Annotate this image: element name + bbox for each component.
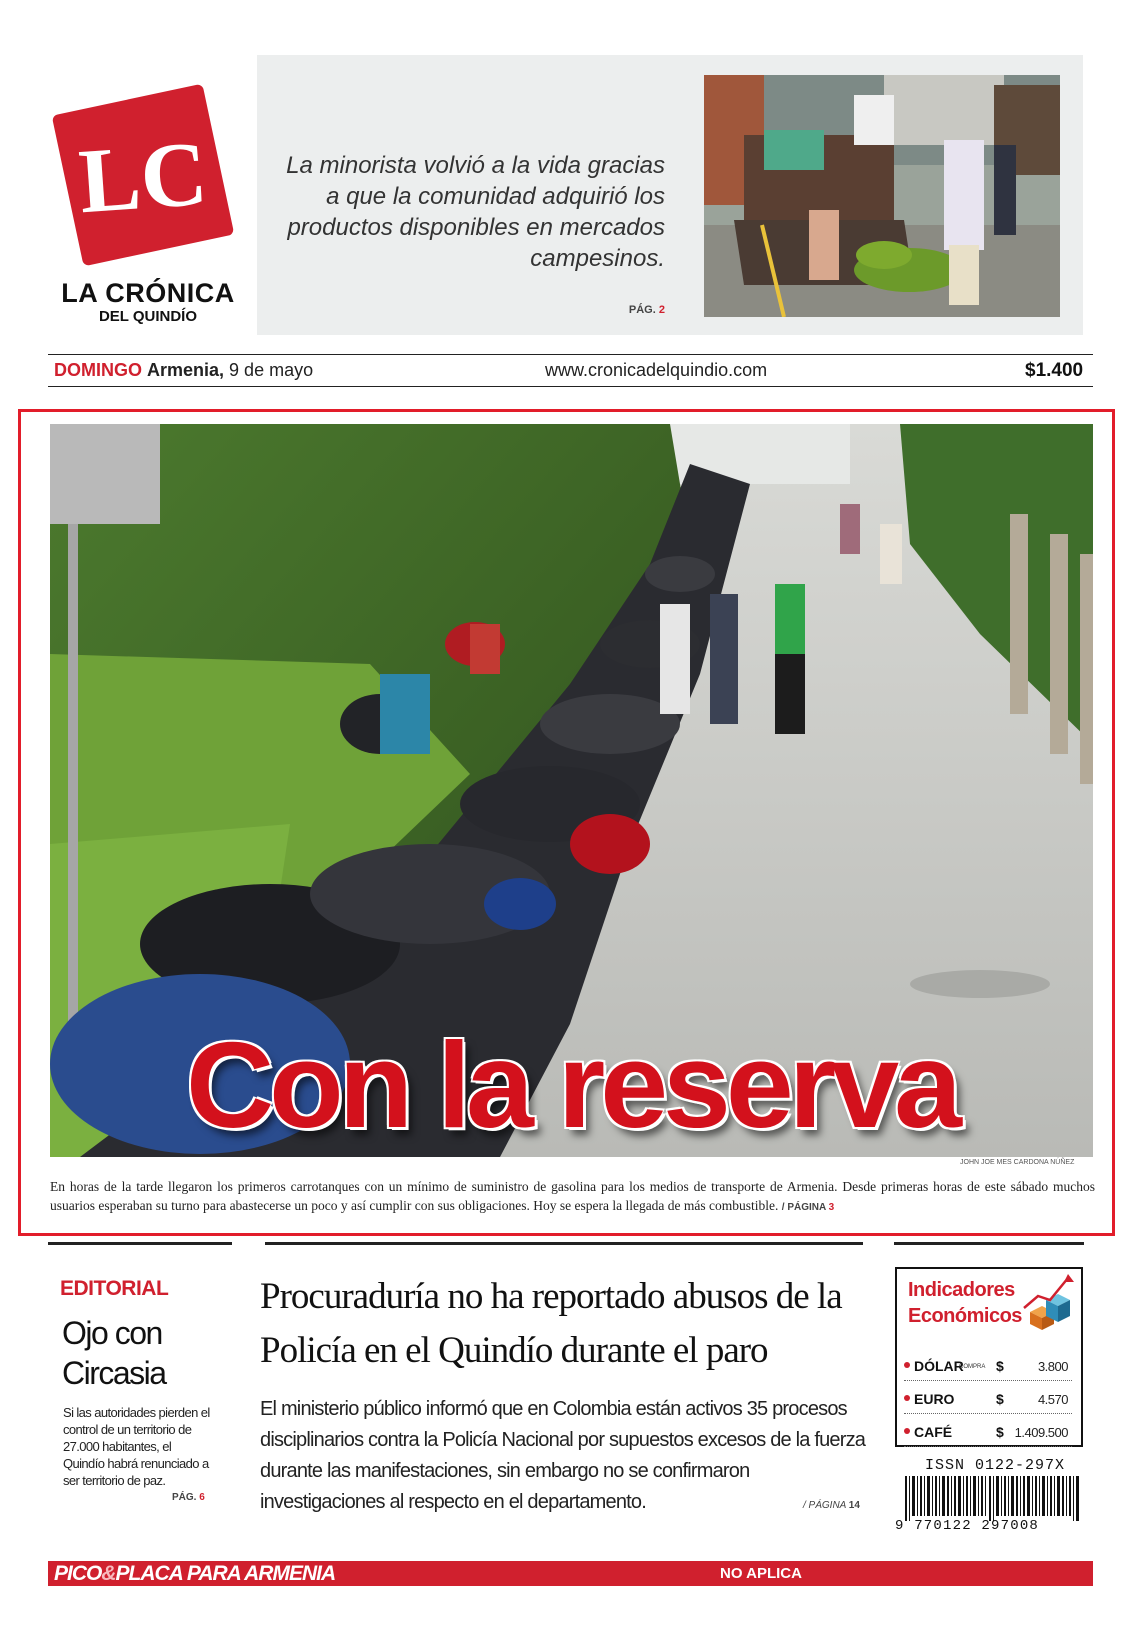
lc-logo xyxy=(48,80,238,270)
teaser-photo xyxy=(704,75,1060,317)
teaser-page-number: 2 xyxy=(658,304,665,316)
indicator-value: 3.800 xyxy=(1037,1359,1068,1374)
indicator-value: 1.409.500 xyxy=(1014,1425,1068,1440)
lead-story-page-ref xyxy=(803,1500,860,1511)
indicator-currency: $ xyxy=(996,1391,1004,1407)
indicator-name: DÓLAR xyxy=(914,1358,964,1374)
pico-placa-value: NO APLICA xyxy=(720,1565,802,1582)
indicator-name: EURO xyxy=(914,1391,955,1407)
barcode-digits: 9 770122 297008 xyxy=(895,1518,1040,1534)
indicator-row-dolar xyxy=(904,1354,1072,1381)
editorial-body: Si las autoridades pierden el control de un territorio de 27.000 habitantes, el Quindío habrá renunciado a ser territorio de paz. xyxy=(63,1405,210,1488)
caption-page-prefix: / PÁGINA xyxy=(781,1202,826,1213)
datebar-top-rule xyxy=(48,354,1093,355)
date-day: DOMINGO xyxy=(54,360,142,380)
indicator-value: 4.570 xyxy=(1037,1392,1068,1407)
indicator-note: COMPRA xyxy=(959,1364,986,1370)
story-top-rule xyxy=(265,1242,863,1245)
editorial-top-rule xyxy=(48,1242,232,1245)
pico-label-part2: PLACA PARA ARMENIA xyxy=(115,1562,336,1585)
date-value: 9 de mayo xyxy=(229,360,314,380)
lead-story-title[interactable]: Procuraduría no ha reportado abusos de la Policía en el Quindío durante el paro xyxy=(260,1276,842,1371)
editorial-title[interactable]: Ojo con Circasia xyxy=(62,1315,166,1391)
date-city: Armenia, xyxy=(147,360,225,380)
price: $1.400 xyxy=(1025,360,1084,381)
indicator-currency: $ xyxy=(996,1424,1004,1440)
indicators-title: Indicadores Económicos xyxy=(908,1279,1022,1327)
date-line xyxy=(147,360,313,381)
photo-credit: JOHN JOE MES CARDONA NÚÑEZ xyxy=(960,1159,1075,1166)
indicator-row-cafe xyxy=(904,1420,1072,1447)
bullet-icon xyxy=(904,1362,910,1368)
indicator-row-euro xyxy=(904,1387,1072,1414)
site-url[interactable]: www.cronicadelquindio.com xyxy=(545,360,768,380)
editorial-label: EDITORIAL xyxy=(60,1277,169,1300)
story-page-prefix: / PÁGINA xyxy=(803,1500,846,1511)
feature-caption xyxy=(50,1177,1095,1217)
barcode xyxy=(905,1476,1080,1521)
brand-subtitle: DEL QUINDÍO xyxy=(98,308,198,325)
pico-placa-label xyxy=(54,1562,335,1586)
lead-story-body: El ministerio público informó que en Colombia están activos 35 procesos disciplinarios contra la Policía Nacional por supuestos excesos de la fuerza durante las manifestaciones, sin embargo no se confirmaron investigaciones al respecto en el departamento. xyxy=(260,1398,866,1513)
caption-page-number: 3 xyxy=(828,1202,835,1213)
datebar-bottom-rule xyxy=(48,386,1093,387)
bullet-icon xyxy=(904,1428,910,1434)
story-page-number: 14 xyxy=(848,1500,860,1511)
feature-headline: Con la reserva xyxy=(186,1017,957,1153)
editorial-page-prefix: PÁG. xyxy=(172,1492,197,1503)
indicator-currency: $ xyxy=(996,1358,1004,1374)
caption-page-ref xyxy=(782,1202,834,1213)
issn-label: ISSN 0122-297X xyxy=(925,1457,1066,1474)
editorial-page-ref xyxy=(172,1492,205,1503)
editorial-page-number: 6 xyxy=(199,1492,205,1503)
caption-text: En horas de la tarde llegaron los primeros carrotanques con un mínimo de suministro de gasolina para los medios de transporte de Armenia. Desde primeras horas de este sábado muchos usuarios esperaban su turno para abastecerse un poco y así cumplir con sus obligaciones. Hoy se espera la llegada de más combustible. xyxy=(50,1179,1095,1213)
logo-letters: LC xyxy=(75,121,211,233)
indicators-top-rule xyxy=(894,1242,1084,1245)
teaser-page-prefix: PÁG. xyxy=(628,304,656,316)
bullet-icon xyxy=(904,1395,910,1401)
indicator-name: CAFÉ xyxy=(914,1424,953,1440)
teaser-text: La minorista volvió a la vida gracias a que la comunidad adquirió los productos disponibles en mercados campesinos. xyxy=(286,152,665,272)
teaser-page-ref xyxy=(580,304,665,316)
pico-label-part1: PICO xyxy=(54,1562,102,1585)
chart-cubes-icon xyxy=(1020,1272,1078,1334)
brand-name: LA CRÓNICA xyxy=(61,278,235,308)
pico-label-amp: & xyxy=(101,1562,116,1585)
